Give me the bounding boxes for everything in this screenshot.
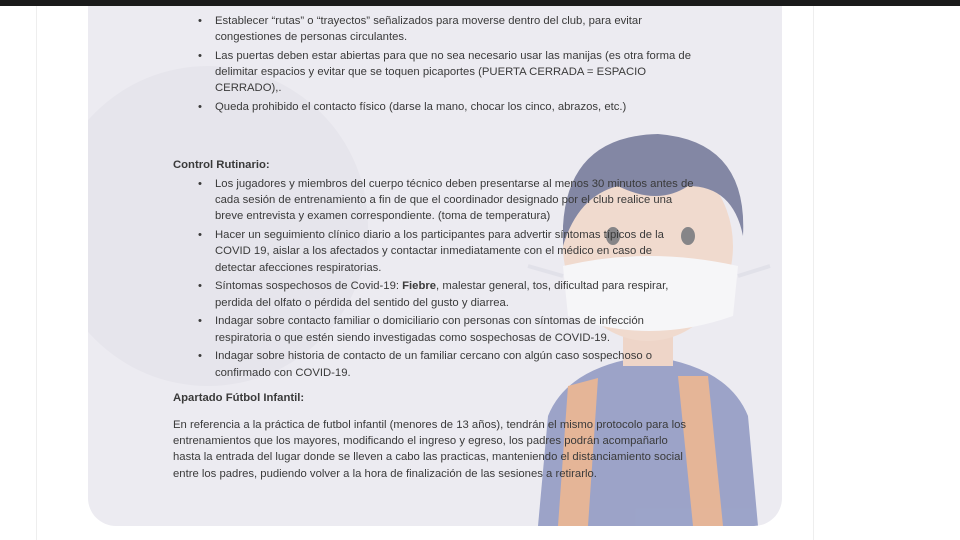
list-item: • Las puertas deben estar abiertas para que no sea necesario usar las manijas (es otra forma de delimitar espacios y evitar que se toquen picaportes (PUERTA CERRADA = ESPACIO CERRADO),. [198,50,691,95]
list-item: • Indagar sobre contacto familiar o domiciliario con personas con síntomas de infección respiratoria o que estén siendo investigadas como sospechosas de COVID-19. [198,315,644,344]
bullet-icon: • [198,15,202,27]
bullet-icon: • [198,315,202,328]
infantil-paragraph: En referencia a la práctica de futbol infantil (menores de 13 años), tendrán el mismo protocolo para los entrenamientos que los mayores, modificando el ingreso y egreso, los padres podrán acompañarlo hasta la entrada del lugar donde se lleven a cabo las practicas, manteniendo el distanciamiento social entre los padres, pudiendo volver a la hora de finalización de las sesiones a retirarlo. [173,419,687,480]
bullet-icon: • [198,101,202,114]
document-content [88,6,782,526]
list-item: • Hacer un seguimiento clínico diario a los participantes para advertir síntomas típicos de la COVID 19, aislar a los afectados y contactar inmediatamente con el médico en caso de detectar afecciones respiratorias. [198,229,664,274]
top-bullet-list [198,13,695,118]
list-item: • Indagar sobre historia de contacto de un familiar cercano con algún caso sospechoso o confirmado con COVID-19. [198,350,653,379]
bullet-icon: • [198,178,202,190]
infantil-heading: Apartado Fútbol Infantil: [173,392,305,404]
bullet-icon: • [198,50,202,62]
document-card [88,6,782,526]
bullet-icon: • [198,229,202,242]
fever-bold: Fiebre [402,280,437,293]
control-bullet-list [198,176,695,383]
list-item: • Establecer “rutas” o “trayectos” señalizados para moverse dentro del club, para evitar congestiones de personas circulantes. [198,15,642,44]
bullet-icon: • [198,350,202,363]
control-heading: Control Rutinario: [173,159,270,171]
list-item: • Síntomas sospechosos de Covid-19: Fiebre, malestar general, tos, dificultad para respirar, perdida del olfato o pérdida del sentido del gusto y diarrea. [198,280,669,309]
list-item: • Queda prohibido el contacto físico (darse la mano, chocar los cinco, abrazos, etc.) [215,99,695,115]
list-item: • Los jugadores y miembros del cuerpo técnico deben presentarse al menos 30 minutos antes de cada sesión de entrenamiento a fin de que el coordinador designado por el club realice una breve entrevista y examen correspondiente. (toma de temperatura) [198,178,694,223]
bullet-icon: • [198,280,202,293]
